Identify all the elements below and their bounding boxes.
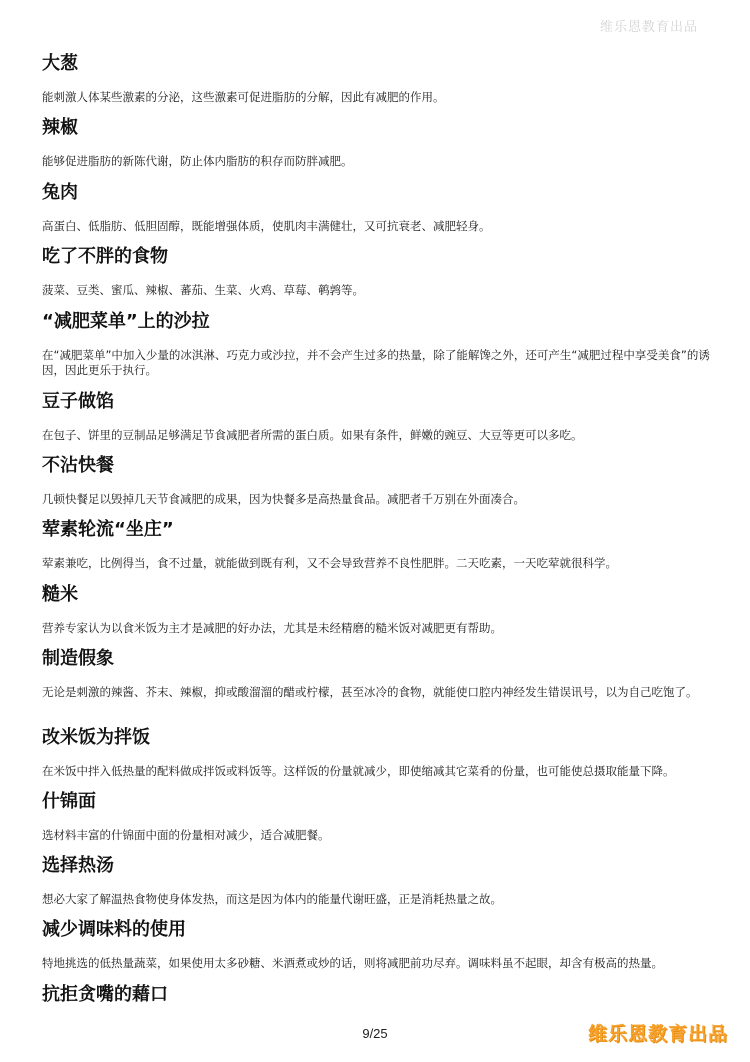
section-title: 改米饭为拌饭 [42,727,150,748]
section-brown-rice [42,583,712,636]
section-less-seasoning [42,918,712,971]
section-title: 制造假象 [42,648,114,669]
section-body: 特地挑选的低热量蔬菜，如果使用太多砂糖、米酒煮或炒的话，则将减肥前功尽弃。调味料虽不起眼，却含有极高的热量。 [42,956,663,970]
section-salad [42,310,712,378]
section-body: 荤素兼吃，比例得当，食不过量，就能做到既有利，又不会导致营养不良性肥胖。二天吃素，一天吃荤就很科学。 [42,556,617,570]
section-title: 辣椒 [42,117,78,138]
section-rabbit-meat [42,181,712,234]
section-meat-veg-rotation [42,518,712,571]
section-body: 能够促进脂肪的新陈代谢，防止体内脂肪的积存而防胖减肥。 [42,154,353,168]
section-body: 想必大家了解温热食物使身体发热，而这是因为体内的能量代谢旺盛，正是消耗热量之故。 [42,892,502,906]
section-non-fattening-foods [42,245,712,298]
section-body: 在包子、饼里的豆制品足够满足节食减肥者所需的蛋白质。如果有条件，鲜嫩的豌豆、大豆等更可以多吃。 [42,428,583,442]
page-number: 9/25 [362,1026,388,1041]
section-body: 菠菜、豆类、蜜瓜、辣椒、蕃茄、生菜、火鸡、草莓、鹌鹑等。 [42,283,364,297]
section-body: 在“减肥菜单”中加入少量的冰淇淋、巧克力或沙拉，并不会产生过多的热量，除了能解馋之外，还可产生“减肥过程中享受美食”的诱因，因此更乐于执行。 [42,348,710,377]
watermark-bottom: 维乐恩教育出品 [587,1023,728,1045]
section-assorted-noodles [42,790,712,843]
section-chili [42,116,712,169]
section-title: 抗拒贪嘴的藉口 [42,984,168,1005]
section-title: 糙米 [42,584,78,605]
watermark-top: 维乐恩教育出品 [599,20,698,35]
section-title: 不沾快餐 [42,455,114,476]
section-title: 选择热汤 [42,855,114,876]
section-no-fast-food [42,454,712,507]
section-create-illusion [42,647,712,700]
section-title: 大葱 [42,53,78,74]
section-body: 能刺激人体某些激素的分泌，这些激素可促进脂肪的分解，因此有减肥的作用。 [42,90,445,104]
section-scallion [42,52,712,105]
section-mixed-rice [42,726,712,779]
section-body: 无论是刺激的辣酱、芥末、辣椒，抑或酸溜溜的醋或柠檬，甚至冰冷的食物，就能使口腔内神经发生错误讯号，以为自己吃饱了。 [42,685,698,699]
section-title: “减肥菜单”上的沙拉 [42,311,210,332]
section-body: 在米饭中拌入低热量的配料做成拌饭或料饭等。这样饭的份量就减少，即使缩减其它菜肴的份量，也可能使总摄取能量下降。 [42,764,675,778]
section-hot-soup [42,854,712,907]
section-title: 荤素轮流“坐庄” [42,519,174,540]
section-title: 吃了不胖的食物 [42,246,168,267]
section-title: 什锦面 [42,791,96,812]
section-body: 选材料丰富的什锦面中面的份量相对减少，适合减肥餐。 [42,828,330,842]
section-title: 减少调味料的使用 [42,919,186,940]
section-bean-filling [42,390,712,443]
section-title: 兔肉 [42,182,78,203]
section-title: 豆子做馅 [42,391,114,412]
section-body: 营养专家认为以食米饭为主才是减肥的好办法，尤其是未经精磨的糙米饭对减肥更有帮助。 [42,621,502,635]
section-resist-excuses [42,983,712,1007]
section-body: 高蛋白、低脂肪、低胆固醇，既能增强体质，使肌肉丰满健壮，又可抗衰老、减肥轻身。 [42,219,491,233]
section-body: 几顿快餐足以毁掉几天节食减肥的成果，因为快餐多是高热量食品。减肥者千万别在外面凑合。 [42,492,525,506]
